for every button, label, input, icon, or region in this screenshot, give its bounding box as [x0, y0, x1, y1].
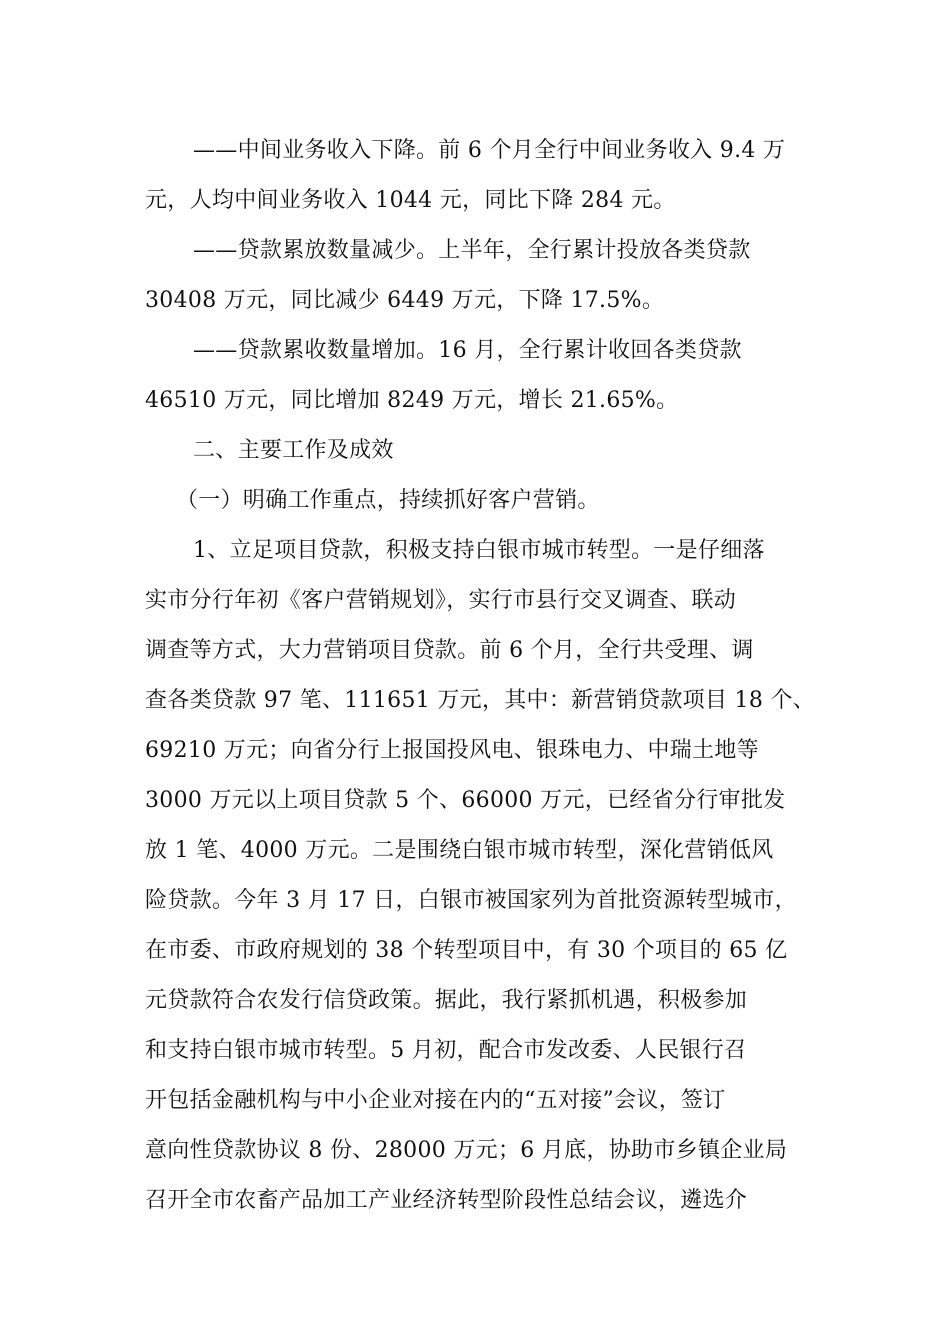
paragraph-line: 放 1 笔、4000 万元。二是围绕白银市城市转型，深化营销低风 — [145, 838, 774, 863]
paragraph-line: 在市委、市政府规划的 38 个转型项目中，有 30 个项目的 65 亿 — [145, 938, 788, 963]
paragraph-line: 和支持白银市城市转型。5 月初，配合市发改委、人民银行召 — [145, 1038, 747, 1063]
paragraph-line: 元，人均中间业务收入 1044 元，同比下降 284 元。 — [145, 188, 676, 213]
paragraph-line: ——贷款累放数量减少。上半年，全行累计投放各类贷款 — [193, 238, 751, 263]
paragraph-line: 元贷款符合农发行信贷政策。据此，我行紧抓机遇，积极参加 — [145, 988, 748, 1013]
paragraph-line: 1、立足项目贷款，积极支持白银市城市转型。一是仔细落 — [193, 538, 765, 563]
paragraph-line: 69210 万元；向省分行上报国投风电、银珠电力、中瑞土地等 — [145, 738, 759, 763]
paragraph-line: 召开全市农畜产品加工产业经济转型阶段性总结会议，遴选介 — [145, 1188, 748, 1213]
paragraph-line: 30408 万元，同比减少 6449 万元，下降 17.5%。 — [145, 288, 665, 313]
paragraph-line: 开包括金融机构与中小企业对接在内的“五对接”会议，签订 — [145, 1088, 726, 1113]
paragraph-line: 意向性贷款协议 8 份、28000 万元；6 月底，协助市乡镇企业局 — [145, 1138, 788, 1163]
paragraph-line: 调查等方式，大力营销项目贷款。前 6 个月，全行共受理、调 — [145, 638, 754, 663]
paragraph-line: 3000 万元以上项目贷款 5 个、66000 万元，已经省分行审批发 — [145, 788, 786, 813]
paragraph-line: ——贷款累收数量增加。16 月，全行累计收回各类贷款 — [193, 338, 742, 363]
paragraph-line: ——中间业务收入下降。前 6 个月全行中间业务收入 9.4 万 — [193, 138, 786, 163]
section-heading: 二、主要工作及成效 — [193, 438, 394, 463]
paragraph-line: 46510 万元，同比增加 8249 万元，增长 21.65%。 — [145, 388, 679, 413]
paragraph-line: 险贷款。今年 3 月 17 日，白银市被国家列为首批资源转型城市， — [145, 888, 797, 913]
subsection-heading: （一）明确工作重点，持续抓好客户营销。 — [176, 488, 600, 513]
paragraph-line: 查各类贷款 97 笔、111651 万元，其中：新营销贷款项目 18 个、 — [145, 688, 816, 713]
paragraph-line: 实市分行年初《客户营销规划》，实行市县行交叉调查、联动 — [145, 588, 737, 613]
